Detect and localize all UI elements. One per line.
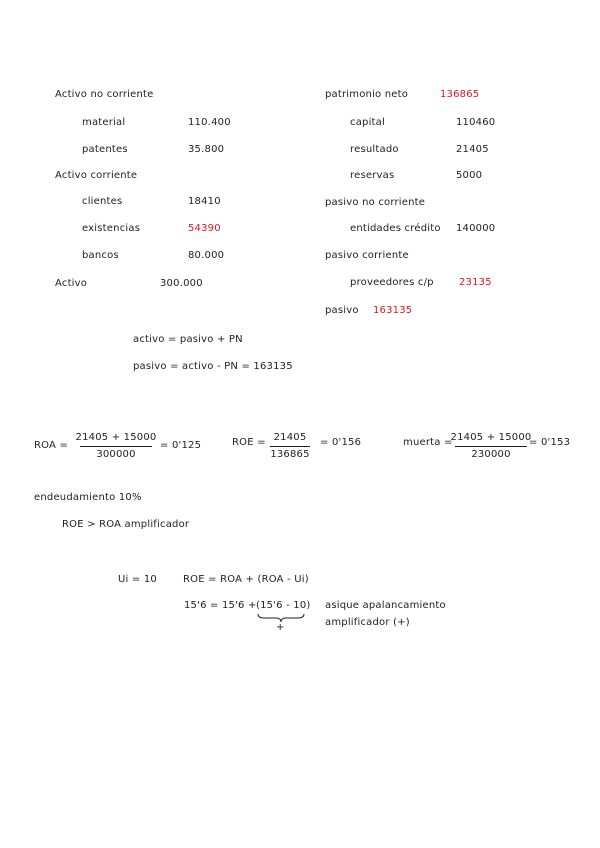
entidades-label: entidades crédito bbox=[350, 223, 441, 234]
roe-fraction bbox=[270, 432, 310, 461]
ac-title: Activo corriente bbox=[55, 170, 138, 181]
muerta-fraction-bar bbox=[455, 446, 527, 447]
roe-roa-note: ROE > ROA amplificador bbox=[62, 519, 190, 530]
material-value: 110.400 bbox=[188, 117, 231, 128]
roa-result: = 0'125 bbox=[160, 440, 202, 451]
explain-line-2: amplificador (+) bbox=[325, 617, 410, 628]
reservas-label: reservas bbox=[350, 170, 395, 181]
existencias-value: 54390 bbox=[188, 223, 221, 234]
equation-1: activo = pasivo + PN bbox=[133, 334, 243, 345]
roa-fraction-bar bbox=[80, 446, 152, 447]
roa-numerator: 21405 + 15000 bbox=[75, 432, 157, 443]
clientes-value: 18410 bbox=[188, 196, 221, 207]
equation-2: pasivo = activo - PN = 163135 bbox=[133, 361, 293, 372]
entidades-value: 140000 bbox=[456, 223, 496, 234]
roa-denominator: 300000 bbox=[96, 449, 136, 460]
capital-label: capital bbox=[350, 117, 385, 128]
roe-result: = 0'156 bbox=[320, 437, 362, 448]
pn-title: patrimonio neto bbox=[325, 89, 409, 100]
proveedores-label: proveedores c/p bbox=[350, 277, 434, 288]
bancos-label: bancos bbox=[82, 250, 119, 261]
roe-denominator: 136865 bbox=[270, 449, 310, 460]
muerta-fraction bbox=[450, 432, 532, 461]
pasivo-label: pasivo bbox=[325, 305, 359, 316]
roe-formula: ROE = ROA + (ROA - Ui) bbox=[183, 574, 309, 585]
endeudamiento-note: endeudamiento 10% bbox=[34, 492, 142, 503]
roa-label: ROA = bbox=[34, 440, 69, 451]
resultado-label: resultado bbox=[350, 144, 399, 155]
patentes-value: 35.800 bbox=[188, 144, 225, 155]
roe-numerator: 21405 bbox=[273, 432, 307, 443]
resultado-value: 21405 bbox=[456, 144, 489, 155]
capital-value: 110460 bbox=[456, 117, 496, 128]
muerta-label: muerta = bbox=[403, 437, 453, 448]
activo-value: 300.000 bbox=[160, 278, 203, 289]
material-label: material bbox=[82, 117, 126, 128]
anc-title: Activo no corriente bbox=[55, 89, 154, 100]
activo-label: Activo bbox=[55, 278, 88, 289]
roa-fraction bbox=[75, 432, 157, 461]
clientes-label: clientes bbox=[82, 196, 123, 207]
calc-left: 15'6 = 15'6 + bbox=[184, 600, 257, 611]
muerta-denominator: 230000 bbox=[471, 449, 511, 460]
muerta-numerator: 21405 + 15000 bbox=[450, 432, 532, 443]
calc-paren: (15'6 - 10) bbox=[256, 600, 311, 611]
pn-value: 136865 bbox=[440, 89, 480, 100]
pnc-title: pasivo no corriente bbox=[325, 197, 426, 208]
roe-fraction-bar bbox=[270, 446, 310, 447]
existencias-label: existencias bbox=[82, 223, 141, 234]
proveedores-value: 23135 bbox=[459, 277, 492, 288]
bancos-value: 80.000 bbox=[188, 250, 225, 261]
roe-label: ROE = bbox=[232, 437, 266, 448]
brace-sign: + bbox=[276, 622, 285, 633]
pasivo-value: 163135 bbox=[373, 305, 413, 316]
reservas-value: 5000 bbox=[456, 170, 483, 181]
pc-title: pasivo corriente bbox=[325, 250, 409, 261]
ui-value: Ui = 10 bbox=[118, 574, 157, 585]
explain-line-1: asique apalancamiento bbox=[325, 600, 446, 611]
patentes-label: patentes bbox=[82, 144, 128, 155]
muerta-result: = 0'153 bbox=[529, 437, 571, 448]
